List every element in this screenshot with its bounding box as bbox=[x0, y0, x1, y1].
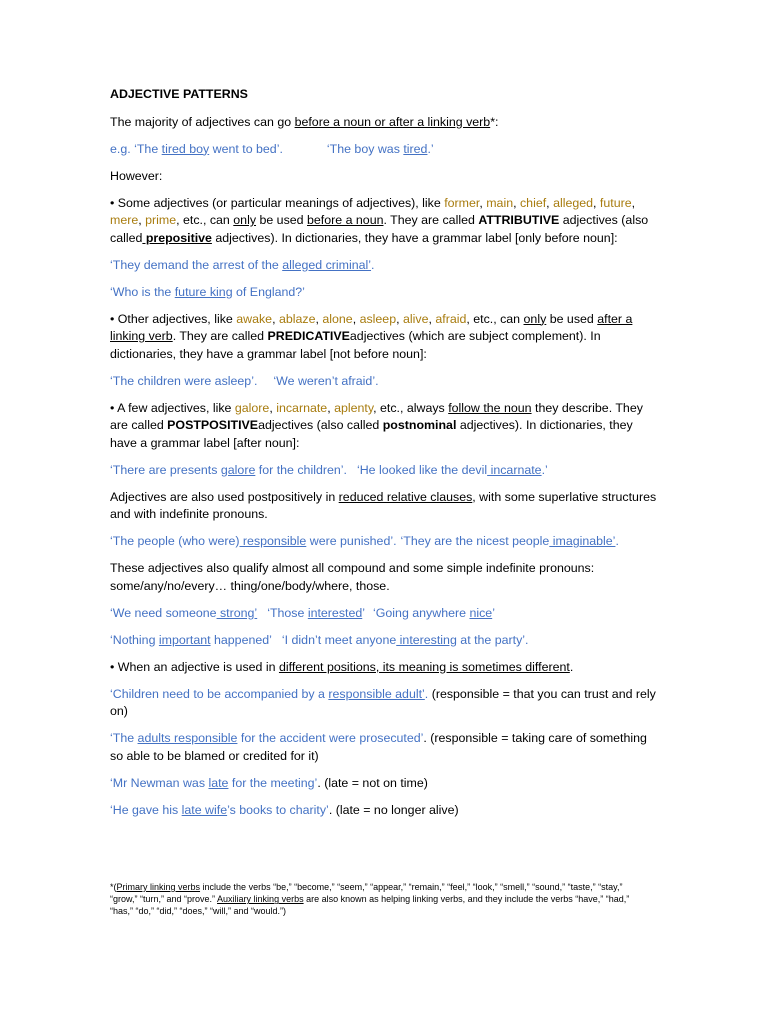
underlined-text: interesting bbox=[396, 632, 457, 647]
underlined-text: different positions, its meaning is sometimes different bbox=[278, 659, 570, 674]
text: The majority of adjectives can go bbox=[110, 114, 295, 129]
text: ‘Who is the bbox=[110, 284, 175, 299]
text: they describe. They are called bbox=[110, 400, 643, 432]
text: be used bbox=[256, 213, 307, 227]
text: be used bbox=[546, 311, 598, 326]
text: ‘They are the nicest people bbox=[400, 534, 550, 548]
example-text: for the meeting’ bbox=[228, 775, 318, 790]
text: ‘Nothing bbox=[110, 632, 159, 647]
text: , bbox=[479, 195, 487, 210]
bold-term: postnominal bbox=[382, 418, 457, 432]
text: . bbox=[371, 257, 375, 272]
highlight-word: alleged bbox=[553, 195, 594, 210]
underlined-text: future king bbox=[174, 284, 233, 299]
text: for the children’. bbox=[255, 462, 347, 477]
text: ‘Going anywhere bbox=[373, 605, 470, 620]
text: ‘We need someone bbox=[110, 605, 217, 620]
text: ‘They demand the arrest of the bbox=[110, 257, 283, 272]
text: ‘The boy was bbox=[326, 141, 404, 156]
text: . They are called bbox=[172, 329, 268, 343]
underlined-text: responsible bbox=[239, 534, 307, 548]
text: ’ bbox=[362, 605, 366, 620]
underlined-text: late wife bbox=[181, 802, 228, 817]
underlined-text: galore bbox=[220, 462, 256, 477]
highlight-word: awake bbox=[236, 311, 273, 326]
highlight-word: main bbox=[486, 195, 514, 210]
text: ‘The children were asleep’. bbox=[110, 373, 258, 388]
underlined-text: incarnate bbox=[487, 462, 542, 477]
text: , bbox=[272, 311, 279, 326]
meaning-text: (responsible = that you can trust and rely on) bbox=[110, 686, 656, 718]
text: , bbox=[593, 195, 600, 210]
example-text: ‘He gave his bbox=[110, 802, 182, 817]
text: , bbox=[513, 195, 520, 210]
however-text: However: bbox=[110, 168, 163, 183]
underlined-text: only bbox=[233, 213, 257, 227]
bold-term: POSTPOSITIVE bbox=[167, 418, 259, 432]
text: • Other adjectives, like bbox=[110, 311, 237, 326]
text: adjectives (also called bbox=[110, 213, 649, 245]
underlined-text: only bbox=[523, 311, 547, 326]
underlined-text: follow the noun bbox=[448, 400, 532, 415]
attributive-paragraph bbox=[110, 195, 660, 248]
highlight-word: aplenty bbox=[334, 400, 374, 415]
text: , bbox=[352, 311, 360, 326]
text: adjectives). In dictionaries, they have a grammar label [only before noun]: bbox=[211, 230, 618, 245]
underlined-text: late bbox=[208, 775, 229, 790]
text: adjectives (which are subject complement). In dictionaries, they have a grammar label [not before noun]: bbox=[110, 329, 601, 361]
predicative-paragraph bbox=[110, 311, 660, 364]
text: , bbox=[631, 195, 636, 210]
document-body bbox=[110, 86, 660, 829]
text: ‘There are presents bbox=[110, 462, 221, 477]
text: .’ bbox=[541, 462, 548, 477]
text: , bbox=[428, 311, 436, 326]
highlight-word: galore bbox=[234, 400, 270, 415]
text: , with some superlative structures and with indefinite pronouns. bbox=[110, 489, 657, 521]
example-with-meaning bbox=[110, 686, 660, 721]
example-with-meaning bbox=[110, 802, 660, 820]
highlight-word: mere bbox=[110, 213, 139, 227]
footnote bbox=[110, 881, 650, 918]
text: went to bed’. bbox=[209, 141, 283, 156]
underlined-text: before a noun bbox=[307, 213, 384, 227]
highlight-word: future bbox=[599, 195, 632, 210]
underlined-text: alleged criminal’ bbox=[282, 257, 372, 272]
text: ‘The people (who were) bbox=[110, 534, 240, 548]
underlined-text: interested bbox=[307, 605, 363, 620]
highlight-word: incarnate bbox=[276, 400, 328, 415]
underlined-text: reduced relative clauses bbox=[338, 489, 473, 504]
text: , bbox=[327, 400, 335, 415]
bold-term: prepositive bbox=[142, 230, 212, 245]
highlight-word: alone bbox=[322, 311, 353, 326]
text: , etc., can bbox=[466, 311, 524, 326]
text: , bbox=[269, 400, 277, 415]
meaning-text: . (late = not on time) bbox=[317, 775, 428, 790]
text: , bbox=[315, 311, 323, 326]
text: • Some adjectives (or particular meanings of adjectives), like bbox=[110, 195, 445, 210]
underlined-text: tired bbox=[403, 141, 428, 156]
highlight-word: afraid bbox=[435, 311, 467, 326]
highlight-word: chief bbox=[519, 195, 547, 210]
example-text: ‘The bbox=[110, 731, 138, 745]
example-line bbox=[110, 533, 660, 551]
postpositive-paragraph bbox=[110, 400, 660, 453]
text: , bbox=[396, 311, 403, 326]
text: , etc., can bbox=[176, 213, 234, 227]
positions-paragraph bbox=[110, 659, 660, 677]
example-line bbox=[110, 462, 660, 480]
text: e.g. ‘The bbox=[110, 141, 162, 156]
meaning-text: . (responsible = taking care of something so able to be blamed or credited for it) bbox=[110, 731, 647, 763]
text: ’ bbox=[492, 605, 495, 620]
text: Adjectives are also used postpositively in bbox=[110, 489, 339, 504]
text: of England?’ bbox=[232, 284, 305, 299]
bold-term: PREDICATIVE bbox=[267, 329, 350, 343]
underlined-text: strong’ bbox=[216, 605, 258, 620]
text: are also known as helping linking verbs, and they include the verbs “have,” “had,” “has,” “do,” “did,” “does,” “will,” and “would.”) bbox=[110, 894, 630, 917]
example-text: ‘Mr Newman was bbox=[110, 775, 209, 790]
example-line bbox=[110, 257, 660, 275]
text: include the verbs “be,” “become,” “seem,” “appear,” “remain,” “feel,” “look,” “smell,” “sound,” “taste,” “stay,” “grow,” “turn,” and “prove.” bbox=[110, 882, 623, 905]
underlined-text: imaginable’ bbox=[549, 534, 616, 548]
example-line bbox=[110, 141, 660, 159]
example-text: ’s books to charity’ bbox=[227, 802, 329, 817]
text: at the party’. bbox=[456, 632, 529, 647]
example-with-meaning bbox=[110, 730, 660, 765]
highlight-word: ablaze bbox=[278, 311, 316, 326]
underlined-text: after a linking verb bbox=[110, 311, 633, 343]
example-line bbox=[110, 284, 660, 302]
underlined-text: Auxiliary linking verbs bbox=[217, 894, 304, 905]
underlined-text: adults responsible bbox=[137, 731, 238, 745]
underlined-text: responsible adult’ bbox=[328, 686, 425, 701]
text: were punished’. bbox=[306, 534, 397, 548]
highlight-word: prime bbox=[145, 213, 177, 227]
text: , bbox=[138, 213, 146, 227]
page-title: ADJECTIVE PATTERNS bbox=[110, 87, 248, 101]
meaning-text: . (late = no longer alive) bbox=[328, 802, 459, 817]
text: ‘He looked like the devil bbox=[356, 462, 488, 477]
underlined-text: before a noun or after a linking verb bbox=[294, 114, 491, 129]
reduced-clauses-paragraph bbox=[110, 489, 660, 524]
example-line bbox=[110, 373, 660, 391]
text: • When an adjective is used in bbox=[110, 659, 279, 674]
highlight-word: alive bbox=[402, 311, 429, 326]
text: , bbox=[546, 195, 554, 210]
text: ‘Those bbox=[267, 605, 308, 620]
text: ‘We weren’t afraid’. bbox=[273, 373, 379, 388]
example-text: . bbox=[424, 686, 429, 701]
text: *: bbox=[490, 114, 499, 129]
underlined-text: Primary linking verbs bbox=[116, 882, 201, 892]
example-line bbox=[110, 605, 660, 623]
text: *( bbox=[110, 882, 117, 892]
bold-term: ATTRIBUTIVE bbox=[478, 213, 560, 227]
text: .’ bbox=[427, 141, 434, 156]
underlined-text: tired boy bbox=[161, 141, 210, 156]
example-with-meaning bbox=[110, 775, 660, 793]
example-text: for the accident were prosecuted’ bbox=[237, 731, 424, 745]
text: happened’ bbox=[210, 632, 272, 647]
text: . They are called bbox=[383, 213, 479, 227]
text: ‘I didn’t meet anyone bbox=[281, 632, 397, 647]
text: , etc., always bbox=[373, 400, 449, 415]
highlight-word: asleep bbox=[359, 311, 397, 326]
intro-paragraph bbox=[110, 114, 660, 132]
pronouns-paragraph: These adjectives also qualify almost all compound and some simple indefinite pronouns: some/any/no/every… thing/one/body/where, those. bbox=[110, 561, 595, 593]
text: adjectives (also called bbox=[258, 418, 383, 432]
highlight-word: former bbox=[444, 195, 480, 210]
underlined-text: important bbox=[158, 632, 211, 647]
underlined-text: nice bbox=[469, 605, 493, 620]
text: . bbox=[569, 659, 574, 674]
text: • A few adjectives, like bbox=[110, 400, 235, 415]
example-text: ‘Children need to be accompanied by a bbox=[110, 686, 329, 701]
text: adjectives). In dictionaries, they have a grammar label [after noun]: bbox=[110, 418, 633, 450]
example-line bbox=[110, 632, 660, 650]
text: . bbox=[615, 534, 619, 548]
